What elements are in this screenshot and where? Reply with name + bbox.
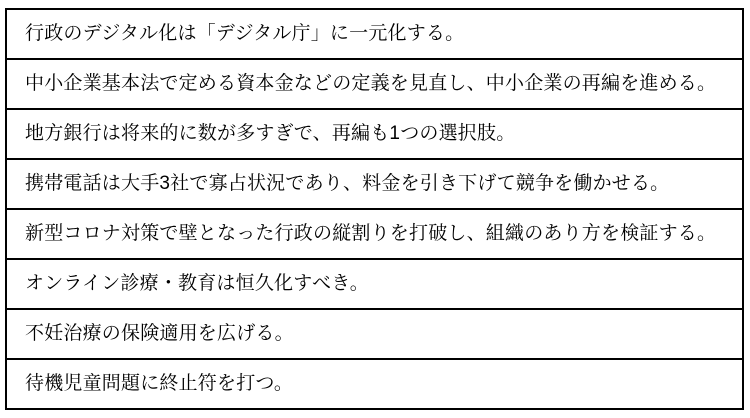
policy-row-text: 携帯電話は大手3社で寡占状況であり、料金を引き下げて競争を働かせる。: [25, 172, 670, 194]
table-row: [7, 360, 742, 408]
policy-row-text: 中小企業基本法で定める資本金などの定義を見直し、中小企業の再編を進める。: [25, 72, 717, 94]
policy-table: [5, 8, 744, 410]
policy-row-text: オンライン診療・教育は恒久化すべき。: [25, 272, 369, 294]
policy-row-text: 地方銀行は将来的に数が多すぎで、再編も1つの選択肢。: [25, 122, 516, 144]
table-row: [7, 110, 742, 160]
table-row: [7, 10, 742, 60]
table-row: [7, 260, 742, 310]
table-row: [7, 60, 742, 110]
policy-row-text: 行政のデジタル化は「デジタル庁」に一元化する。: [25, 22, 465, 44]
policy-row-text: 新型コロナ対策で壁となった行政の縦割りを打破し、組織のあり方を検証する。: [25, 222, 717, 244]
policy-row-text: 待機児童問題に終止符を打つ。: [25, 372, 294, 394]
table-row: [7, 160, 742, 210]
table-row: [7, 210, 742, 260]
table-row: [7, 310, 742, 360]
policy-row-text: 不妊治療の保険適用を広げる。: [25, 322, 294, 344]
